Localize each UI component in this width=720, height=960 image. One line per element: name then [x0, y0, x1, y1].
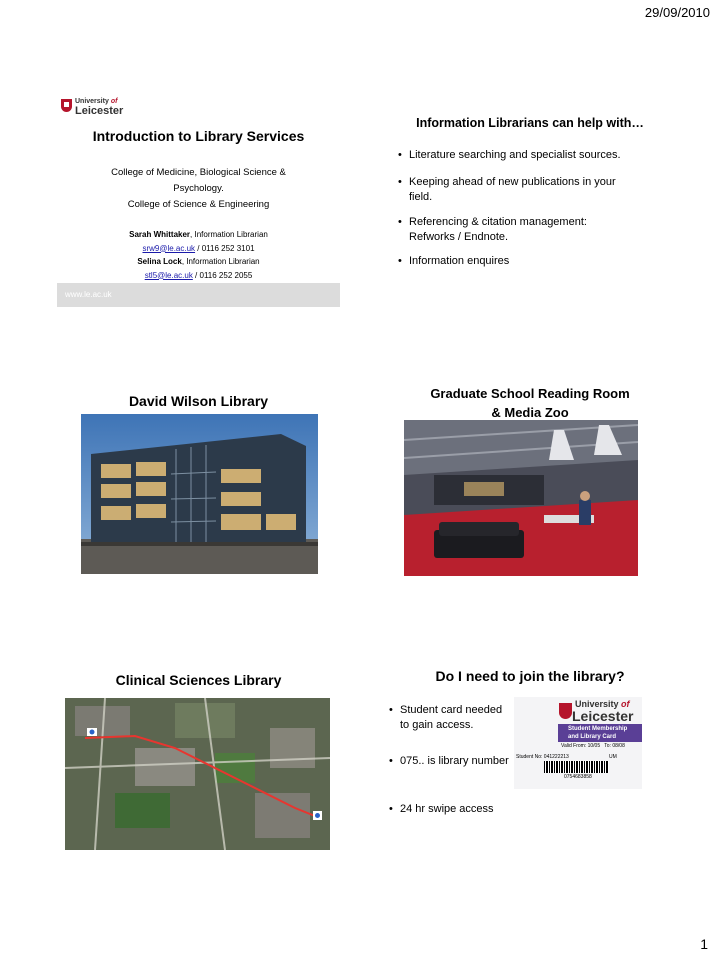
- page-number: 1: [700, 936, 708, 952]
- contact-1-name: Sarah Whittaker: [129, 230, 191, 239]
- card-uni-line1: University: [575, 699, 619, 709]
- slide-1: [57, 90, 340, 308]
- slide-2-bullet-4: • Information enquires: [398, 255, 510, 267]
- card-uni-of: of: [621, 699, 630, 709]
- contact-1-line: [57, 228, 340, 242]
- university-logo: [61, 98, 131, 118]
- contact-2-role: , Information Librarian: [181, 257, 260, 266]
- slide-4-title-line2: & Media Zoo: [491, 405, 569, 420]
- slide-4-title-line1: Graduate School Reading Room: [430, 386, 630, 401]
- contact-1-email-link[interactable]: srw9@le.ac.uk: [142, 243, 196, 253]
- logo-line2: Leicester: [75, 105, 124, 117]
- page-date: 29/09/2010: [644, 5, 710, 20]
- logo-of: of: [110, 98, 118, 105]
- contact-2-line: [57, 255, 340, 269]
- slide-2-bullet-2: • Keeping ahead of new publications in your field.: [398, 176, 616, 203]
- card-band-line1: Student Membership: [568, 726, 628, 732]
- slide-6-title: Do I need to join the library?: [435, 668, 625, 684]
- david-wilson-library-photo: [81, 414, 318, 574]
- college-1-line1: College of Medicine, Biological Science &: [111, 167, 286, 178]
- card-membership-band: [558, 724, 642, 742]
- card-uni-line2: Leicester: [572, 708, 634, 724]
- card-student-row: Student No: 041222213: [516, 754, 569, 760]
- logo-line1: University: [75, 98, 109, 105]
- contact-2-email-link[interactable]: stl5@le.ac.uk: [144, 270, 193, 280]
- university-crest-icon: [61, 99, 72, 112]
- slide-4-title: [385, 384, 675, 422]
- card-band-line2: and Library Card: [568, 734, 617, 740]
- card-barcode: [544, 761, 609, 773]
- library-card-image: [514, 697, 642, 789]
- slide-6-bullet-2: • 075.. is library number: [389, 755, 509, 767]
- slide-6-bullet-3: • 24 hr swipe access: [389, 803, 494, 815]
- url-text: www.le.ac.uk: [65, 290, 112, 299]
- contact-1-role: , Information Librarian: [190, 230, 268, 239]
- reading-room-photo: [404, 420, 638, 576]
- slide-3-title: David Wilson Library: [128, 393, 269, 409]
- contact-2-phone: / 0116 252 2055: [192, 270, 253, 280]
- slide-2: [385, 108, 675, 288]
- slide-5-title: Clinical Sciences Library: [115, 672, 282, 688]
- url-bar: [57, 283, 340, 307]
- college-1-line2: Psychology.: [173, 183, 224, 194]
- card-barcode-number: 0754683858: [564, 774, 592, 780]
- slide-2-bullet-1: • Literature searching and specialist sources.: [398, 149, 621, 161]
- slide-1-title: Introduction to Library Services: [92, 128, 305, 144]
- aerial-map-image: [65, 698, 330, 850]
- card-valid-row: Valid From: 10/05 To: 08/08: [561, 743, 625, 749]
- card-crest-icon: [559, 703, 572, 719]
- card-code: UM: [609, 754, 617, 760]
- college-2: College of Science & Engineering: [127, 199, 270, 210]
- slide-6-bullet-1: • Student card needed to gain access.: [389, 704, 503, 731]
- contact-2-name: Selina Lock: [137, 257, 182, 266]
- slide-2-title: Information Librarians can help with…: [416, 116, 644, 130]
- contact-1-phone: / 0116 252 3101: [195, 243, 255, 253]
- slide-2-bullet-3: • Referencing & citation management: Refworks / Endnote.: [398, 216, 587, 243]
